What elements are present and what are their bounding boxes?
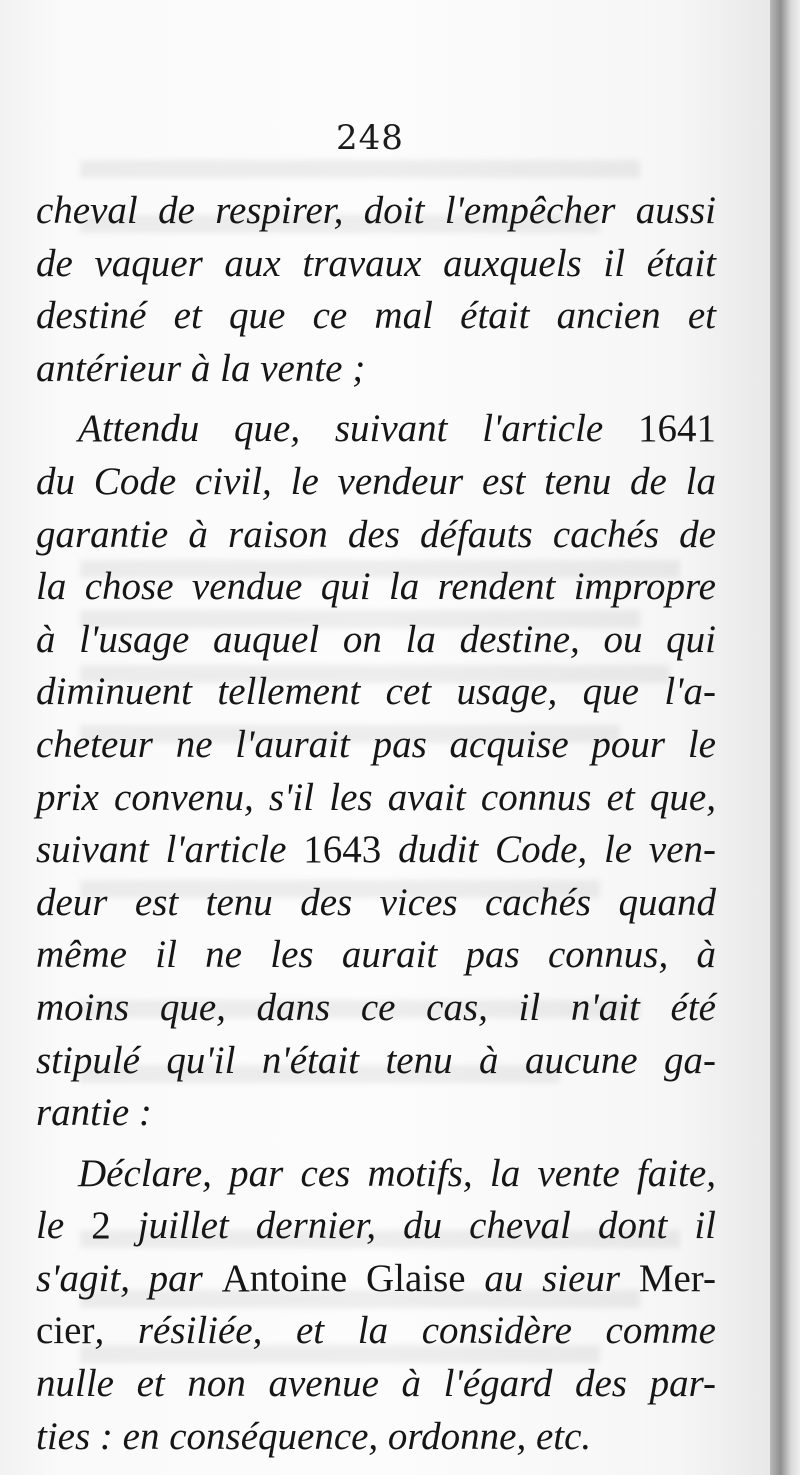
page-body-text (36, 185, 716, 1463)
italic-text-run: s'agit, par (36, 1256, 222, 1300)
roman-text-run: 1641 (638, 407, 716, 451)
italic-text-run: Déclare, par ces motifs, la vente faite, (78, 1151, 716, 1195)
italic-text-run: prix convenu, s'il les avait connus et que, (36, 775, 716, 819)
italic-text-run: rantie : (36, 1091, 152, 1135)
italic-text-run: nulle et non avenue à l'égard des par- (36, 1362, 716, 1406)
italic-text-run: du Code civil, le vendeur est tenu de la (36, 459, 716, 503)
text-line (36, 343, 716, 396)
italic-text-run: garantie à raison des défauts cachés de (36, 512, 716, 556)
paragraph (36, 403, 716, 1139)
text-line (36, 1035, 716, 1088)
text-line (36, 290, 716, 343)
italic-text-run: antérieur à la vente ; (36, 346, 366, 390)
text-line (36, 1358, 716, 1411)
paragraph-gap (36, 1140, 716, 1148)
paragraph (36, 1148, 716, 1464)
text-line (36, 456, 716, 509)
roman-text-run: Antoine Glaise (221, 1256, 466, 1300)
paragraph-gap (36, 395, 716, 403)
text-line (36, 614, 716, 667)
text-line (36, 1253, 716, 1306)
roman-text-run: 1643 (303, 828, 382, 872)
italic-text-run: juillet dernier, du cheval dont il (110, 1204, 716, 1248)
italic-text-run: ties : en conséquence, ordonne, etc. (36, 1414, 592, 1458)
italic-text-run: de vaquer aux travaux auxquels il était (36, 241, 716, 285)
italic-text-run: à l'usage auquel on la destine, ou qui (36, 617, 716, 661)
page-number: 248 (336, 118, 404, 158)
italic-text-run: le (36, 1204, 92, 1248)
text-line (36, 561, 716, 614)
italic-text-run: stipulé qu'il n'était tenu à aucune ga- (36, 1038, 716, 1082)
text-line (36, 1148, 716, 1201)
text-line (36, 238, 716, 291)
italic-text-run: même il ne les aurait pas connus, à (36, 933, 716, 977)
italic-text-run: diminuent tellement cet usage, que l'a- (36, 670, 716, 714)
text-line (36, 772, 716, 825)
italic-text-run: au sieur (465, 1256, 639, 1300)
text-line (36, 1200, 716, 1253)
italic-text-run: suivant l'article (36, 828, 304, 872)
italic-text-run: deur est tenu des vices cachés quand (36, 880, 716, 924)
text-line (36, 982, 716, 1035)
text-line (36, 185, 716, 238)
italic-text-run: cheval de respirer, doit l'empêcher aussi (36, 189, 716, 232)
roman-text-run: Mer- (638, 1256, 716, 1300)
text-line (36, 929, 716, 982)
text-line (36, 1411, 716, 1464)
italic-text-run: cheteur ne l'aurait pas acquise pour le (36, 722, 716, 766)
italic-text-run: , résiliée, et la considère comme (94, 1309, 716, 1353)
text-line (36, 666, 716, 719)
book-gutter-shadow (770, 0, 800, 1475)
italic-text-run: la chose vendue qui la rendent impropre (36, 565, 716, 609)
text-line (36, 1305, 716, 1358)
roman-text-run: cier (36, 1309, 95, 1353)
text-line (36, 403, 716, 456)
italic-text-run: Attendu que, suivant l'article (78, 407, 638, 451)
roman-text-run: 2 (91, 1204, 111, 1248)
italic-text-run: moins que, dans ce cas, il n'ait été (36, 985, 716, 1029)
paragraph (36, 185, 716, 395)
text-line (36, 877, 716, 930)
italic-text-run: dudit Code, le ven- (381, 828, 717, 872)
text-line (36, 1087, 716, 1140)
text-line (36, 824, 716, 877)
italic-text-run: destiné et que ce mal était ancien et (36, 294, 716, 338)
text-line (36, 719, 716, 772)
text-line (36, 509, 716, 562)
